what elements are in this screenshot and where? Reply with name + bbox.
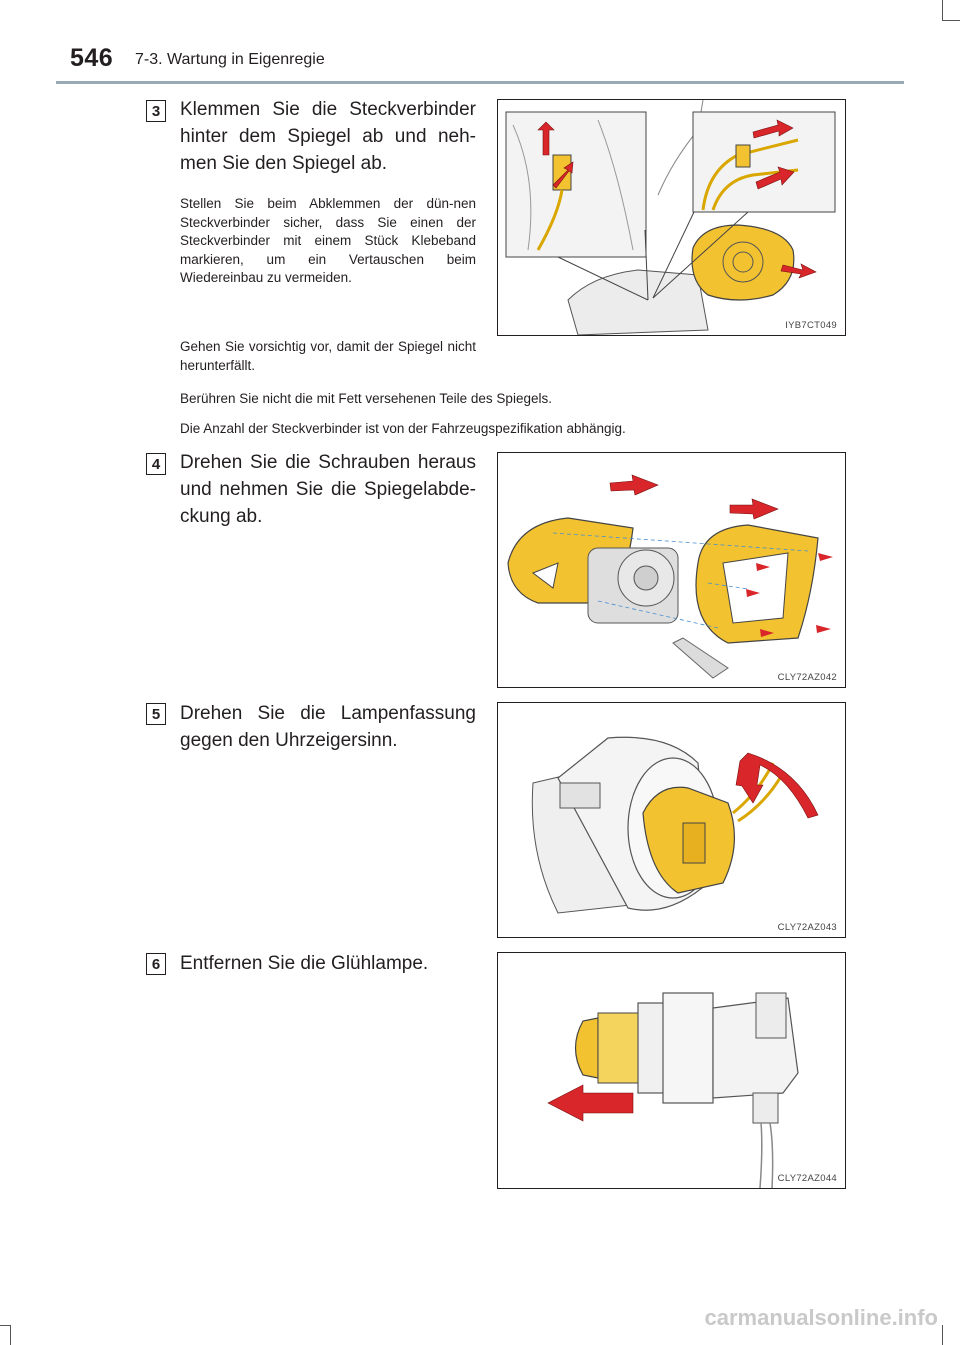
figure-step-5 [497,702,846,938]
watermark: carmanualsonline.info [704,1305,938,1330]
mirror-connector-illustration [498,100,845,335]
bulb-removal-illustration [498,953,845,1188]
figure-code: CLY72AZ043 [777,922,837,933]
figure-step-6 [497,952,846,1189]
header-rule [56,81,904,84]
step-3-note-3: Berühren Sie nicht die mit Fett versehenen Teile des Spiegels. [180,391,552,406]
figure-code: IYB7CT049 [785,320,837,331]
step-5-instruction: Drehen Sie die Lampenfassung gegen den Uhrzeigersinn. [180,703,476,751]
crop-mark [942,1325,943,1345]
page-number: 546 [70,44,114,72]
mirror-cover-illustration [498,453,845,687]
step-number-6: 6 [146,953,166,975]
lamp-socket-illustration [498,703,845,937]
crop-mark [0,1325,10,1326]
figure-code: CLY72AZ042 [777,672,837,683]
step-number-4: 4 [146,453,166,475]
step-6-instruction: Entfernen Sie die Glühlampe. [180,953,429,974]
figure-step-3 [497,99,846,336]
step-number-3: 3 [146,100,166,122]
step-3-note-2: Gehen Sie vorsichtig vor, damit der Spiegel nicht herunterfällt. [180,339,476,373]
section-title: 7-3. Wartung in Eigenregie [135,51,325,68]
page-header [0,0,960,90]
step-3-note-4: Die Anzahl der Steckverbinder ist von der Fahrzeugspezifikation abhängig. [180,421,626,436]
step-number-5: 5 [146,703,166,725]
step-3-instruction: Klemmen Sie die Steckverbinder hinter dem Spiegel ab und neh-men Sie den Spiegel ab. [180,99,476,174]
step-3-note-1: Stellen Sie beim Abklemmen der dün-nen Steckverbinder sicher, dass Sie einen der Steckverbinder mit einem Stück Klebeband markieren, um ein Vertauschen beim Wiedereinbau zu vermeiden. [180,196,476,285]
figure-code: CLY72AZ044 [777,1173,837,1184]
crop-mark [10,1325,11,1345]
step-4-instruction: Drehen Sie die Schrauben heraus und nehmen Sie die Spiegelabde-ckung ab. [180,452,476,527]
figure-step-4 [497,452,846,688]
